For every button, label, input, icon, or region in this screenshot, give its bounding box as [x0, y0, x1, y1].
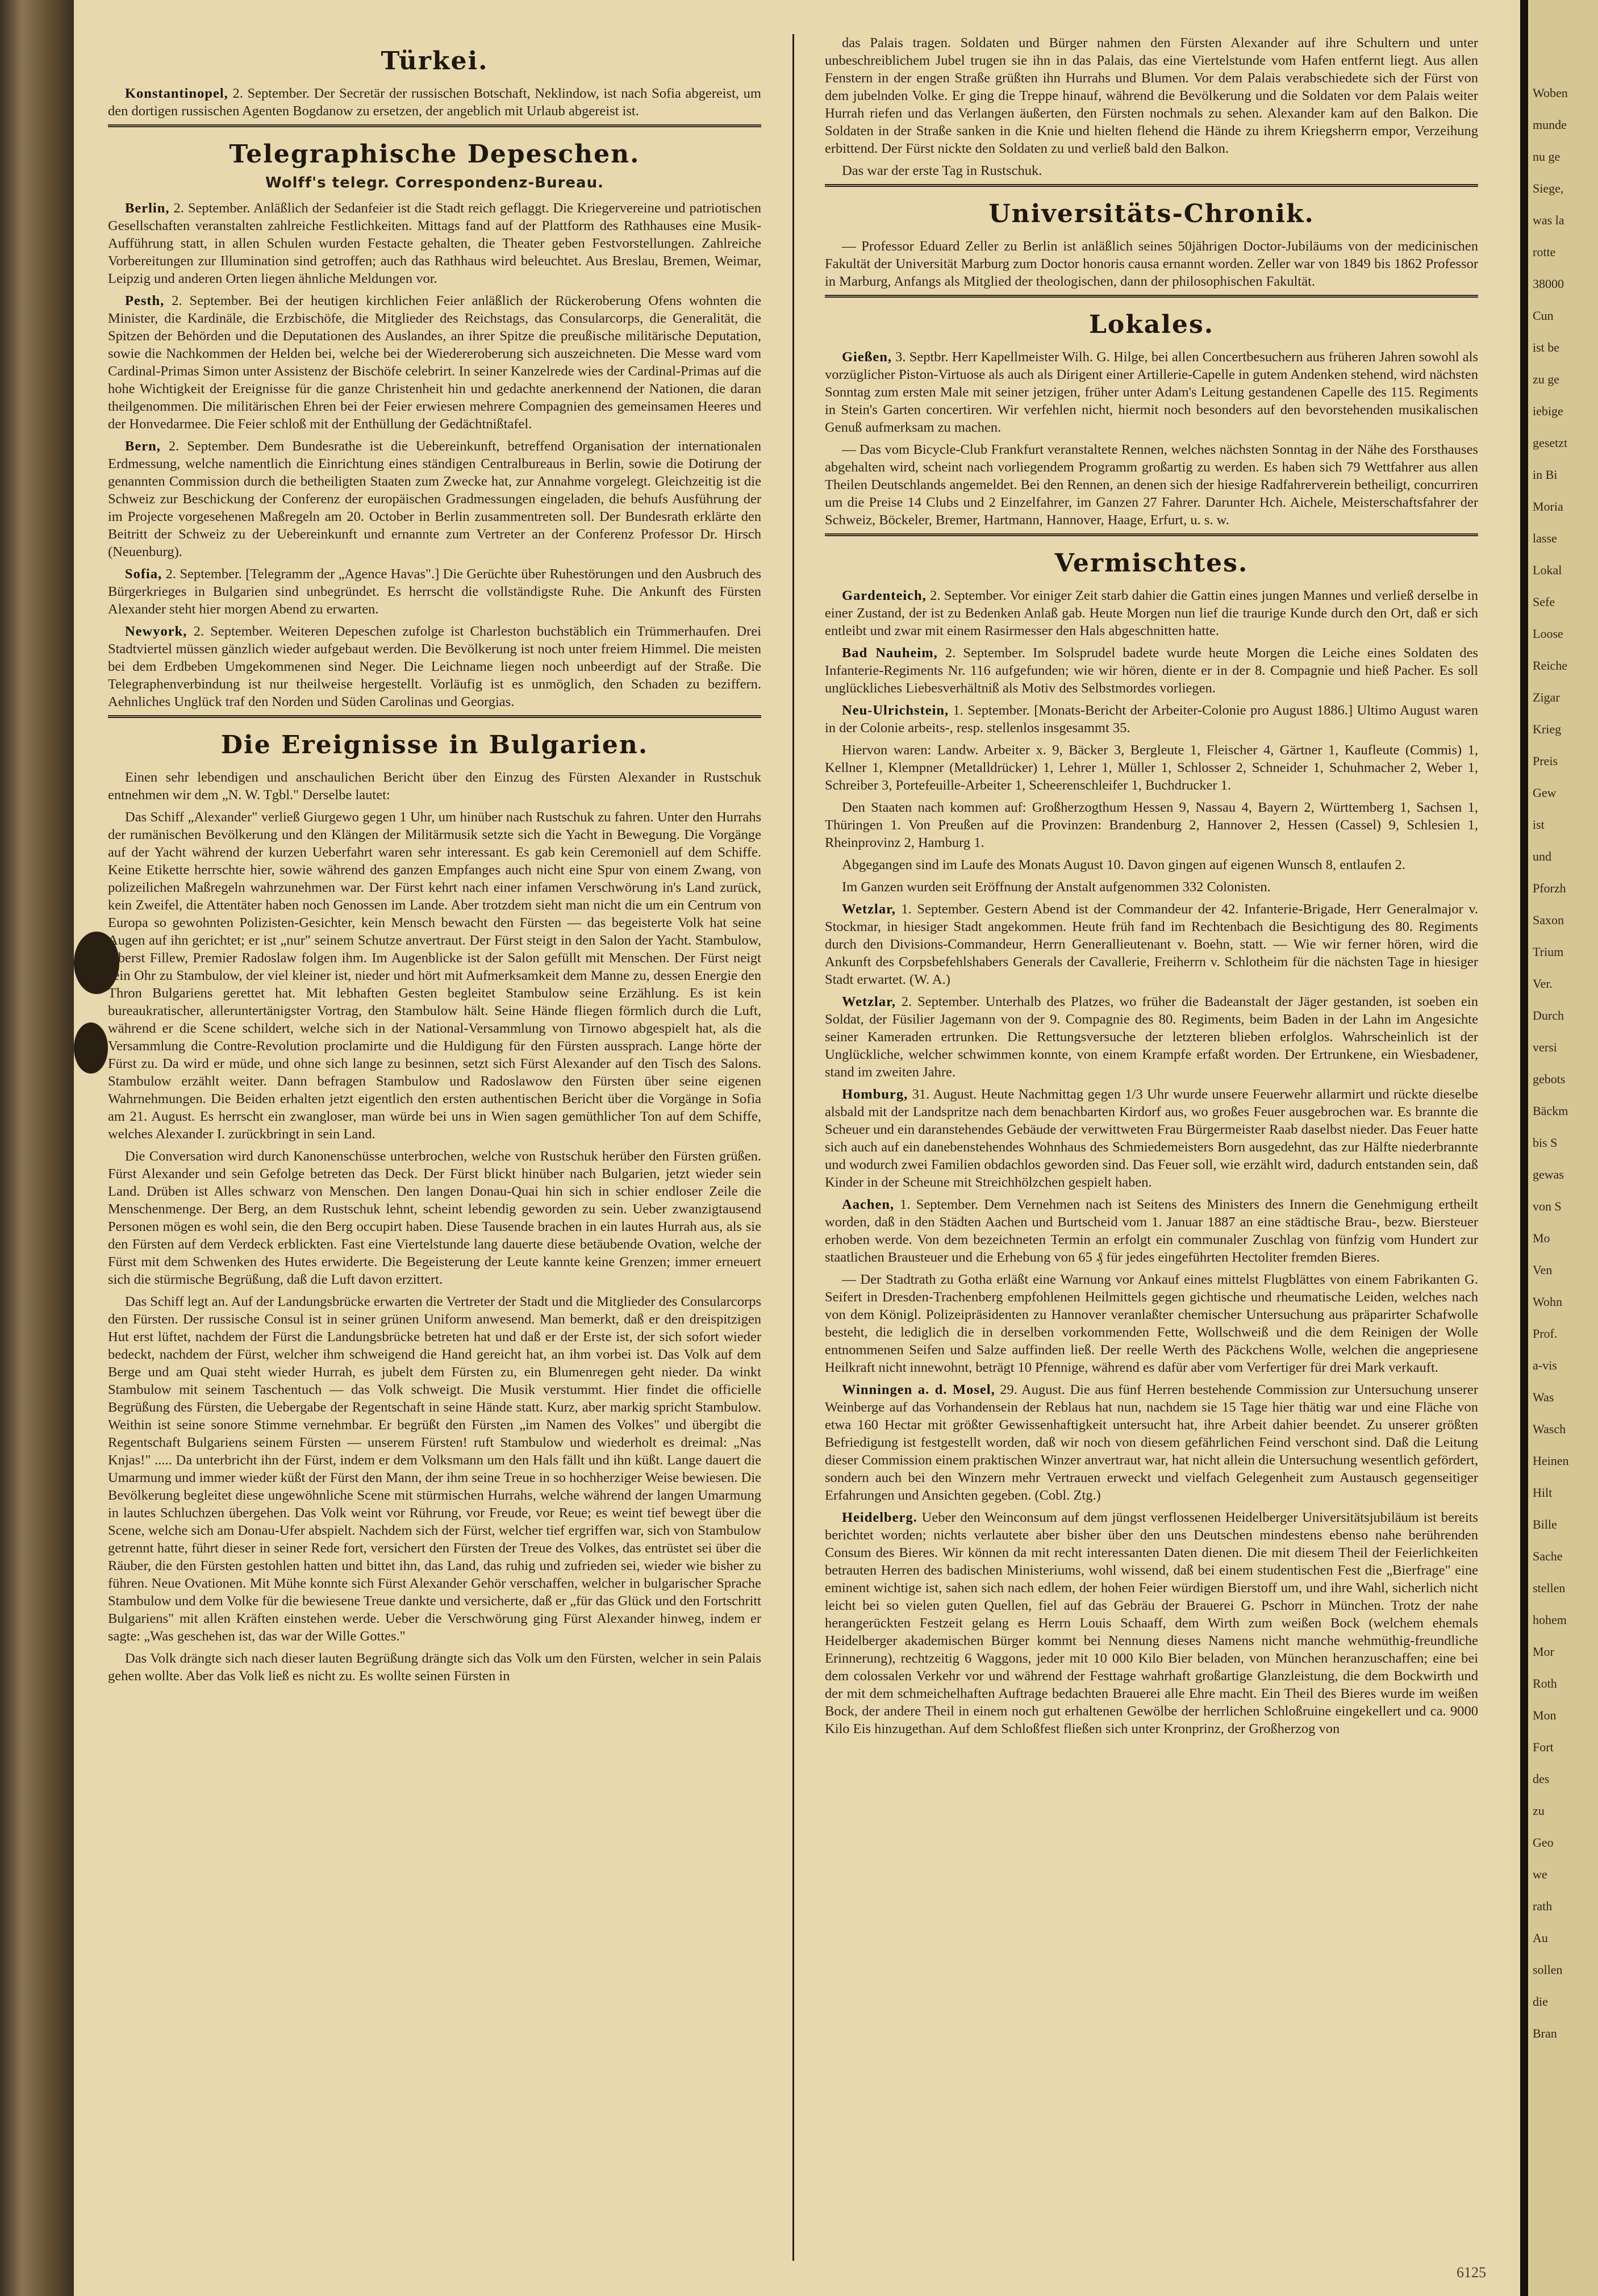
adjacent-page-fragment: sollen — [1533, 1963, 1563, 1977]
section-divider — [108, 715, 761, 718]
adjacent-page-fragment: Durch — [1533, 1008, 1564, 1022]
article-dateline: Winningen a. d. Mosel, — [842, 1382, 995, 1397]
adjacent-page-fragment: Cun — [1533, 308, 1554, 323]
article-paragraph — [108, 85, 761, 120]
adjacent-page-fragment: Moria — [1533, 499, 1563, 514]
section-body-continuation — [825, 34, 1478, 179]
article-text: 2. September. Bei der heutigen kirchlichen Feier anläßlich der Rückeroberung Ofens wohnten die Minister, die Kardinäle, die Erzbischöfe, die Mitglieder des Reichstags, das Consularcorps, die Generalität, die Spitzen der Behörden und die Deputationen des Auslandes, an ihrer Spitze die preußische militärische Deputation, sowie die Nachkommen der Helden bei, welche bei der Wiedereroberung sich auszeichneten. Die Messe ward vom Cardinal-Primas Simon unter Assistenz der Bischöfe celebrirt. In seiner Kanzelrede wies der Cardinal-Primas auf die hohe Wichtigkeit der Ereignisse für die ganze Christenheit hin und gedachte anerkennend der Nationen, die daran theilgenommen. Die militärischen Ehren bei der Feier erwiesen mehrere Compagnien des gemeinsamen Heeres und der Honvedarmee. Die Feier schloß mit der Enthüllung der Gedächtnißtafel. — [108, 293, 761, 432]
article-text: 2. September. Im Solsprudel badete wurde heute Morgen die Leiche eines Soldaten des Infanterie-Regiments Nr. 116 aufgefunden; wie wir hören, diente er in der 8. Compagnie und hieß Pacher. Es soll unglückliches Liebesverhältniß als Motiv des Selbstmordes vorliegen. — [825, 645, 1478, 696]
adjacent-page-fragment: Bran — [1533, 2026, 1557, 2040]
article-text: 2. September. Unterhalb des Platzes, wo früher die Badeanstalt der Jäger gestanden, ist soeben ein Soldat, der Füsilier Jagemann von der 9. Compagnie des 80. Regiments, beim Baden in der Lahn im Angesichte seiner Kameraden ertrunken. Die Rettungsversuche der letzteren blieben erfolglos. Wahrscheinlich ist der Unglückliche, welcher schwimmen konnte, von einem Krampfe erfaßt worden. Der Ertrunkene, ein Wiesbadener, stand im zweiten Jahre. — [825, 994, 1478, 1080]
section-subtitle-telegraphische: Wolff's telegr. Correspondenz-Bureau. — [265, 174, 604, 191]
article-text: 31. August. Heute Nachmittag gegen 1/3 Uhr wurde unsere Feuerwehr allarmirt und rückte dieselbe alsbald mit der Landspritze nach dem benachbarten Kirdorf aus, wo großes Feuer ausgebrochen war. Es brannte die Scheuer und ein daranstehendes Gebäude der verwittweten Frau Bürgermeister Raab daselbst nieder. Das Feuer hatte sich auch auf ein danebenstehendes Wohnhaus des Schmiedemeisters Born ausgedehnt, das zur Hälfte niederbrannte und wodurch zwei Familien obdachlos geworden sind. Das Feuer soll, wie erzählt wird, dadurch entstanden sein, daß Kinder in der Scheune mit Streichhölzchen gespielt haben. — [825, 1087, 1478, 1190]
adjacent-page-fragment: des — [1533, 1772, 1550, 1786]
adjacent-page-fragment: ist be — [1533, 340, 1560, 354]
adjacent-page-fragment: gesetzt — [1533, 436, 1568, 450]
article-text: Ueber den Weinconsum auf dem jüngst verflossenen Heidelberger Universitätsjubiläum ist bereits berichtet worden; nichts verlautete aber bisher über den uns Deutschen mindestens ebenso nahe berührenden Consum des Bieres. Wir können da mit recht interessanten Daten dienen. Die mit diesem Theil der Feierlichkeiten betrauten Herren des badischen Ministeriums, wohl wissend, daß bei einem studentischen Fest die „Bierfrage" eine eminent wichtige ist, sahen sich nach edlem, der hohen Feier würdigen Bierstoff um, und ihre Wahl, sicherlich nicht leicht bei so vielen guten Quellen, fiel auf das Gebräu der Brauerei G. Pschorr in München. Trotz der nahe herangerückten Festzeit gelang es Herrn Louis Schaaff, dem Wirth zum weißen Bock (welchem ehemals Heidelberger akademischen Bürger kommt bei Nennung dieses Namens nicht manche wehmüthig-freundliche Erinnerung), rechtzeitig 6 Waggons, jeder mit 10 000 Kilo Bier beladen, von München heranzuschaffen; eine bei dem colossalen Verkehr vor und während der Festtage wahrhaft großartige Glanzleistung, die dem Bockwirth und der mit dem schmeichelhaften Auftrage bedachten Brauerei alle Ehre macht. Ein Theil des Bieres wurde im weißen Bock, der andere Theil in einem noch gut erhaltenen Gewölbe der herrlichen Schloßruine eingekellert und ca. 9000 Kilo Eis hinzugethan. Auf dem Schloßfest fließen sich unter Kronprinz, der Großherzog von — [825, 1510, 1478, 1736]
adjacent-page-fragment: we — [1533, 1867, 1547, 1881]
adjacent-page-fragment: Was — [1533, 1390, 1554, 1404]
adjacent-page-fragment: Reiche — [1533, 658, 1568, 673]
article-text: Das war der erste Tag in Rustschuk. — [842, 163, 1042, 178]
ink-stain-2 — [74, 1022, 108, 1074]
adjacent-page-fragment: lasse — [1533, 531, 1557, 545]
section-divider — [825, 295, 1478, 298]
article-paragraph — [825, 702, 1478, 737]
article-paragraph — [825, 900, 1478, 988]
adjacent-page-fragment: Zigar — [1533, 690, 1560, 704]
adjacent-page-fragment: gewas — [1533, 1167, 1564, 1182]
article-paragraph — [825, 1509, 1478, 1738]
article-paragraph — [825, 799, 1478, 851]
article-paragraph — [825, 34, 1478, 157]
article-paragraph — [825, 1271, 1478, 1376]
adjacent-page-fragment: Mor — [1533, 1644, 1554, 1659]
section-continuation — [825, 34, 1478, 179]
adjacent-page-fragment: Geo — [1533, 1835, 1554, 1850]
article-dateline: Gießen, — [842, 349, 892, 365]
adjacent-page-fragment: Ver. — [1533, 976, 1553, 991]
adjacent-page-fragment: Roth — [1533, 1676, 1557, 1690]
section-divider — [825, 184, 1478, 187]
adjacent-page-fragment: Prof. — [1533, 1326, 1558, 1341]
article-text: 2. September. Der Secretär der russischen Botschaft, Neklindow, ist nach Sofia abgereist, um den dortigen russischen Agenten Bogdanow zu ersetzen, der angeblich mit Urlaub abgereist ist. — [108, 86, 761, 119]
adjacent-page-fragment: gebots — [1533, 1072, 1566, 1086]
article-dateline: Bern, — [125, 439, 161, 454]
newspaper-page — [74, 0, 1520, 2296]
article-text: Hiervon waren: Landw. Arbeiter x. 9, Bäcker 3, Bergleute 1, Fleischer 4, Gärtner 1, Kaufleute (Commis) 1, Kellner 1, Klempner (Metalldrücker) 1, Lehrer 1, Müller 1, Schlosser 2, Schneider 1, Schuhmacher 2, Weber 1, Schreiber 3, Portefeuille-Arbeiter 1, Scheerenschleifer 1, Buchdrucker 1. — [825, 742, 1478, 793]
adjacent-page-fragment: und — [1533, 849, 1551, 863]
section-divider — [825, 533, 1478, 536]
article-dateline: Sofia, — [125, 566, 162, 582]
article-paragraph — [108, 1650, 761, 1685]
section-title-bulgarien: Die Ereignisse in Bulgarien. — [220, 730, 649, 759]
article-paragraph — [108, 199, 761, 287]
article-paragraph — [825, 1086, 1478, 1191]
article-paragraph — [108, 437, 761, 561]
article-paragraph — [825, 993, 1478, 1081]
adjacent-page-fragment: a-vis — [1533, 1358, 1557, 1372]
article-paragraph — [825, 237, 1478, 290]
article-paragraph — [825, 1381, 1478, 1504]
section-vermischtes — [825, 549, 1478, 1738]
article-text: das Palais tragen. Soldaten und Bürger nahmen den Fürsten Alexander auf ihre Schultern und unter unbeschreiblichem Jubel trugen sie ihn in das Palais, das eine Viertelstunde vom Hafen entfernt liegt. Aus allen Fenstern in der engen Straße grüßten ihn Hurrahs und Blumen. Vor dem Palais verabschiedete sich der Fürst von dem jubelnden Volke. Er ging die Treppe hinauf, während die Bevölkerung und die Soldaten vor dem Palais weiter Hurrah riefen und das Verlangen äußerten, den Fürsten nochmals zu sehen. Alexander kam auf den Balkon. Die Soldaten in der Straße sanken in die Knie und hielten flehend die Hände zu ihrem Kriegsherrn empor, Verzeihung erbittend. Der Fürst nickte den Soldaten zu und verließ bald den Balkon. — [825, 35, 1478, 156]
article-text: 29. August. Die aus fünf Herren bestehende Commission zur Untersuchung unserer Weinberge auf das Vorhandensein der Reblaus hat nun, nachdem sie 15 Tage hier thätig war und eine Fläche von etwa 160 Hectar mit größter Gewissenhaftigkeit untersucht hat, ihre Arbeit dahier beendet. Zu unserer größten Befriedigung ist festgestellt worden, daß wir noch von diesem gefährlichen Feind verschont sind. Daß die Leitung dieser Commission einem praktischen Winzer anvertraut war, hat nicht allein die Untersuchung wesentlich gefördert, sondern auch bei den Winzern mehr Vertrauen erweckt und vielfach Gelegenheit zum Austausch gegenseitiger Erfahrungen und Ansichten gegeben. (Cobl. Ztg.) — [825, 1382, 1479, 1503]
article-text: 1. September. [Monats-Bericht der Arbeiter-Colonie pro August 1886.] Ultimo August waren in der Colonie arbeits-, resp. stellenlos insgesammt 35. — [825, 703, 1478, 736]
article-text: 2. September. Weiteren Depeschen zufolge ist Charleston buchstäblich ein Trümmerhaufen. Drei Stadtviertel müssen gänzlich wieder aufgebaut werden. Die Bevölkerung ist noch unter freiem Himmel. Die meisten bei dem Erdbeben Umgekommenen sind Neger. Die Leichname liegen noch unbeerdigt auf der Straße. Die Telegraphenverbindung ist nur theilweise hergestellt. Vorläufig ist es unmöglich, den Schaden zu beziffern. Aehnliches Unglück traf den Norden und Süden Carolinas und Georgias. — [108, 624, 761, 709]
article-paragraph — [825, 587, 1478, 640]
section-title-universitaet: Universitäts-Chronik. — [988, 199, 1315, 228]
page-gutter — [1520, 0, 1528, 2296]
article-paragraph — [108, 1293, 761, 1645]
section-bulgarien — [108, 730, 761, 1685]
adjacent-page-fragment: bis S — [1533, 1136, 1558, 1150]
adjacent-page-fragment: Saxon — [1533, 913, 1564, 927]
adjacent-page-fragment: hohem — [1533, 1613, 1567, 1627]
adjacent-page-fragment: Trium — [1533, 945, 1564, 959]
column-rule — [792, 34, 794, 2261]
adjacent-page-edge — [1528, 0, 1598, 2296]
adjacent-page-fragment: Preis — [1533, 754, 1558, 768]
article-text: — Der Stadtrath zu Gotha erläßt eine Warnung vor Ankauf eines mittelst Flugblättes von einem Fabrikanten G. Seifert in Dresden-Trachenberg empfohlenen Heilmittels gegen gichtische und rheumatische Leiden, welches nach von dem Königl. Polizeipräsidenten zu Hannover veranlaßter chemischer Untersuchung aus präparirter Schafwolle besteht, die lediglich die in derselben vorkommenden Fette, Wollschweiß und die dem Reinigen der Wolle entnommenen Seifen und Salze auffinden ließ. Der reelle Werth des Päckchens Wolle, welchen die angepriesene Heilkraft nicht innewohnt, beträgt 10 Pfennige, während es dafür aber vom Verfertiger für drei Mark verkauft. — [825, 1272, 1478, 1375]
article-text: Im Ganzen wurden seit Eröffnung der Anstalt aufgenommen 332 Colonisten. — [842, 879, 1271, 895]
section-universitaet — [825, 199, 1478, 290]
adjacent-page-fragment: Hilt — [1533, 1485, 1553, 1500]
adjacent-page-fragment: Bille — [1533, 1517, 1557, 1531]
adjacent-page-fragment: Wasch — [1533, 1422, 1566, 1436]
adjacent-page-fragment: Sache — [1533, 1549, 1563, 1563]
adjacent-page-fragment: Au — [1533, 1931, 1548, 1945]
adjacent-page-fragment: Siege, — [1533, 181, 1564, 195]
adjacent-page-fragment: Krieg — [1533, 722, 1562, 736]
article-paragraph — [825, 856, 1478, 874]
article-text: 3. Septbr. Herr Kapellmeister Wilh. G. Hilge, bei allen Concertbesuchern aus früheren Jahren sowohl als vorzüglicher Piston-Virtuose als auch als Dirigent einer Artillerie-Capelle in gutem Andenken stehend, wird nächsten Sonntag zum ersten Male mit seiner jetzigen, früher unter Adam's Leitung gestandenen Capelle des 115. Regiments in Stein's Garten concertiren. Wir verfehlen nicht, hiermit noch besonders auf den bevorstehenden musikalischen Genuß aufmerksam zu machen. — [825, 349, 1478, 435]
article-paragraph — [108, 769, 761, 804]
article-text: Abgegangen sind im Laufe des Monats August 10. Davon gingen auf eigenen Wunsch 8, entlaufen 2. — [842, 857, 1405, 873]
article-text: 2. September. Vor einiger Zeit starb dahier die Gattin eines jungen Mannes und verließ derselbe in einer Zustand, der ist zu Bedenken Anlaß gab. Heute Morgen nun lief die traurige Kunde durch den Ort, daß er sich entleibt und zwar mit einem Rasirmesser den Hals abgeschnitten hatte. — [825, 588, 1478, 638]
article-text: 2. September. Anläßlich der Sedanfeier ist die Stadt reich geflaggt. Die Kriegervereine und patriotischen Gesellschaften veranstalten zahlreiche Festlichkeiten. Mittags fand auf der Plattform des Rathhauses eine Musik-Aufführung statt, in allen Schulen wurden Festacte gehalten, die Theater geben Festvorstellungen. Zahlreiche Vorbereitungen zur Illumination sind getroffen; auch das Rathhaus wird beleuchtet. Aus Breslau, Bremen, Weimar, Leipzig und anderen Orten liegen ähnliche Meldungen vor. — [108, 201, 761, 286]
adjacent-page-fragment: rath — [1533, 1899, 1553, 1913]
article-text: — Das vom Bicycle-Club Frankfurt veranstaltete Rennen, welches nächsten Sonntag in der Nähe des Forsthauses abgehalten wird, scheint nach vorliegendem Programm großartig zu werden. Es haben sich 79 Wettfahrer aus allen Theilen Deutschlands angemeldet. Bei den Rennen, an denen sich der hiesige Radfahrerverein betheiligt, concurriren um die Preise 14 Clubs und 2 Einzelfahrer, im Ganzen 27 Fahrer. Darunter Hch. Aichele, Meisterschaftsfahrer der Schweiz, Böckeler, Bremer, Hartmann, Hannover, Haage, Erfurt, u. s. w. — [825, 442, 1478, 528]
adjacent-page-fragment: munde — [1533, 118, 1567, 132]
section-body-bulgarien — [108, 769, 761, 1685]
adjacent-page-fragment: in Bi — [1533, 467, 1558, 482]
article-paragraph — [825, 741, 1478, 794]
adjacent-page-fragment: zu — [1533, 1804, 1545, 1818]
adjacent-page-fragment: Ven — [1533, 1263, 1553, 1277]
adjacent-page-fragment: iebige — [1533, 404, 1563, 418]
article-text: — Professor Eduard Zeller zu Berlin ist anläßlich seines 50jährigen Doctor-Jubiläums von der medicinischen Fakultät der Universität Marburg zum Doctor honoris causa ernannt worden. Zeller war von 1849 bis 1862 Professor in Marburg, Anfangs als Mitglied der theologischen, dann der philosophischen Fakultät. — [825, 239, 1478, 289]
article-paragraph — [108, 565, 761, 618]
article-dateline: Konstantinopel, — [125, 86, 228, 101]
article-dateline: Newyork, — [125, 624, 187, 639]
article-dateline: Neu-Ulrichstein, — [842, 703, 949, 718]
adjacent-page-fragment: Mo — [1533, 1231, 1550, 1245]
article-dateline: Pesth, — [125, 293, 165, 308]
section-telegraphische — [108, 140, 761, 711]
right-column — [825, 34, 1478, 2261]
article-dateline: Berlin, — [125, 201, 170, 216]
article-dateline: Homburg, — [842, 1087, 908, 1102]
article-paragraph — [825, 162, 1478, 179]
article-dateline: Gardenteich, — [842, 588, 927, 603]
adjacent-page-fragment: stellen — [1533, 1581, 1566, 1595]
section-body-tuerkei — [108, 85, 761, 120]
section-body-vermischtes — [825, 587, 1478, 1738]
article-paragraph — [825, 878, 1478, 896]
section-divider — [108, 124, 761, 127]
article-paragraph — [108, 1147, 761, 1288]
adjacent-page-fragment: ist — [1533, 817, 1545, 832]
book-spine — [0, 0, 74, 2296]
article-paragraph — [825, 441, 1478, 529]
article-text: 1. September. Gestern Abend ist der Commandeur der 42. Infanterie-Brigade, Herr Generalmajor v. Stockmar, in hiesiger Stadt angekommen. Heute früh fand im Rechtenbach die Besichtigung des 80. Regiments durch den Divisions-Commandeur, Herrn Generallieutenant v. Boehn, statt. — Wie wir ferner hören, wird die Ankunft des Corpsbefehlshabers Generals der Cavallerie, Freiherrn v. Schlotheim für die nächsten Tage in hiesiger Stadt erwartet. (W. A.) — [825, 901, 1478, 987]
article-text: 2. September. [Telegramm der „Agence Havas".] Die Gerüchte über Ruhestörungen und den Ausbruch des Bürgerkrieges in Bulgarien sind unbegründet. Es herrscht die vollständigste Ruhe. Die Ankunft des Fürsten Alexander steht hier morgen Abend zu erwarten. — [108, 566, 761, 617]
article-dateline: Heidelberg. — [842, 1510, 917, 1525]
adjacent-page-fragment: Lokal — [1533, 563, 1562, 577]
adjacent-page-fragment: Pforzh — [1533, 881, 1566, 895]
adjacent-page-fragment: Fort — [1533, 1740, 1554, 1754]
section-title-vermischtes: Vermischtes. — [1054, 549, 1249, 578]
article-text: Das Volk drängte sich nach dieser lauten Begrüßung drängte sich das Volk um den Fürsten, welcher in sein Palais gehen wollte. Aber das Volk ließ es nicht zu. Es wollte seinen Fürsten in — [108, 1651, 761, 1684]
adjacent-page-fragment: Mon — [1533, 1708, 1557, 1722]
page-number: 6125 — [1457, 2264, 1486, 2281]
section-title-telegraphische: Telegraphische Depeschen. — [229, 140, 640, 169]
article-paragraph — [825, 644, 1478, 697]
section-tuerkei — [108, 47, 761, 120]
article-text: 2. September. Dem Bundesrathe ist die Uebereinkunft, betreffend Organisation der internationalen Erdmessung, welche namentlich die Einrichtung eines ständigen Centralbureaus in Berlin, sowie die Dotirung der genannten Commission durch die betheiligten Staaten zum Zwecke hat, zur Annahme vorgelegt. Gleichzeitig ist die Schweiz zur Beschickung der Conferenz der europäischen Gradmessungen eingeladen, die behufs Ausführung der im Projecte vorgesehenen Maßregeln am 20. October in Berlin zusammentreten soll. Der Bundesrath erklärte den Beitritt der Schweiz zu der Uebereinkunft und ernannte zum Vertreter an der Conferenz Professor Dr. Hirsch (Neuenburg). — [108, 439, 761, 560]
section-lokales — [825, 310, 1478, 529]
article-paragraph — [108, 292, 761, 433]
section-body-lokales — [825, 348, 1478, 529]
article-text: Das Schiff legt an. Auf der Landungsbrücke erwarten die Vertreter der Stadt und die Mitglieder des Consularcorps den Fürsten. Der russische Consul ist in seiner grünen Uniform anwesend. Man bemerkt, daß er den dreispitzigen Hut erst lüftet, nachdem der Fürst die Landungsbrücke betreten hat und daß er der Erste ist, der sich sofort wieder bedeckt, nachdem der Fürst, welcher ihm schweigend die Hand gereicht hat, an ihm vorbei ist. Das Volk auf dem Berge und am Quai steht wieder Hurrah, es jubelt dem Fürsten zu, ein Blumenregen geht nieder. Da winkt Stambulow mit seinem Taschentuch — das Volk schweigt. Die Musik verstummt. Hier findet die officielle Begrüßung des Fürsten, die Uebergabe der Regentschaft in seine Hände statt. Kurz, aber markig spricht Stambulow. Weithin ist seine sonore Stimme vernehmbar. Er begrüßt den Fürsten „im Namen des Volkes" und übergibt die Regentschaft Bulgariens seinem Fürsten — unserem Fürsten! ruft Stambulow und wiederholt es dreimal: „Nas Knjas!" ..... Da unterbricht ihn der Fürst, indem er dem Volksmann um den Hals fällt und ihn küßt. Lange dauert die Umarmung und immer wieder küßt der Fürst den Mann, der ihm seine Treue in so hochherziger Weise bewiesen. Die Bevölkerung begleitet diese ungewöhnliche Scene mit stürmischen Hurrahs, welche während der langen Umarmung in lautes Schluchzen übergehen. Das Volk weint vor Rührung, vor Freude, vor Reue; es weint tief bewegt über die Scene, welche sich am Donau-Ufer abspielt. Nachdem sich der Fürst, welcher tief ergriffen war, sich von Stambulow getrennt hatte, führt dieser in seiner Rede fort, versichert den Fürsten der Treue des Volkes, das entrüstet sei über die Räuber, die den Fürsten gestohlen hatten und bittet ihn, das Land, das ruhig und zufrieden sei, wieder wie bisher zu führen. Neue Ovationen. Mit Mühe konnte sich Fürst Alexander Gehör verschaffen, welcher in bulgarischer Sprache Stambulow und dem Volke für die bewiesene Treue dankte und versicherte, daß er „für das Glück und den Fortschritt Bulgariens" mit allen Kräften einstehen werde. Ueber die Verschwörung ging Fürst Alexander hinweg, indem er sagte: „Was geschehen ist, das war der Wille Gottes." — [108, 1294, 761, 1644]
adjacent-page-fragment: zu ge — [1533, 372, 1560, 386]
adjacent-page-fragment: Heinen — [1533, 1454, 1569, 1468]
article-text: Einen sehr lebendigen und anschaulichen Bericht über den Einzug des Fürsten Alexander in Rustschuk entnehmen wir dem „N. W. Tgbl." Derselbe lautet: — [108, 770, 761, 803]
article-dateline: Bad Nauheim, — [842, 645, 938, 661]
left-column — [108, 34, 761, 2261]
adjacent-page-fragment: von S — [1533, 1199, 1562, 1213]
adjacent-page-fragment: versi — [1533, 1040, 1557, 1054]
adjacent-page-fragment: Gew — [1533, 786, 1557, 800]
adjacent-page-fragment: nu ge — [1533, 149, 1561, 164]
article-text: 1. September. Dem Vernehmen nach ist Seitens des Ministers des Innern die Genehmigung ertheilt worden, daß in den Städten Aachen und Burtscheid vom 1. Januar 1887 an eine städtische Brau-, bezw. Biersteuer erhoben werde. Von dem bezeichneten Termin an erfolgt ein communaler Zuschlag von fünfzig vom Hundert zur staatlichen Brausteuer und die Erhebung von 65 ₰ für jedes eingeführten Hectoliter fremden Bieres. — [825, 1197, 1478, 1265]
adjacent-page-fragment: was la — [1533, 213, 1564, 227]
article-paragraph — [825, 1196, 1478, 1266]
section-title-tuerkei: Türkei. — [381, 47, 489, 76]
adjacent-page-fragment: Loose — [1533, 627, 1563, 641]
page-content — [108, 34, 1479, 2272]
section-title-lokales: Lokales. — [1088, 310, 1215, 339]
adjacent-page-fragment: Sefe — [1533, 595, 1555, 609]
adjacent-page-fragment: rotte — [1533, 245, 1556, 259]
article-text: Den Staaten nach kommen auf: Großherzogthum Hessen 9, Nassau 4, Bayern 2, Württemberg 1, Sachsen 1, Thüringen 1. Von Preußen auf die Provinzen: Brandenburg 2, Hannover 2, Hessen (Cassel) 9, Schlesien 1, Rheinprovinz 2, Hamburg 1. — [825, 800, 1478, 850]
section-body-universitaet — [825, 237, 1478, 290]
article-text: Die Conversation wird durch Kanonenschüsse unterbrochen, welche von Rustschuk herüber den Fürsten grüßen. Fürst Alexander und sein Gefolge betreten das Deck. Der Fürst blickt hinüber nach Bulgarien, jetzt wieder sein Land. Drüben ist Alles schwarz von Menschen. Den langen Donau-Quai hin sich in schier endloser Zeile die Menschenmenge. Der Berg, an dem Rustschuk lehnt, scheint lebendig geworden zu sein. Ueber zwanzigtausend Personen mögen es wohl sein, die den Berg occupirt haben. Diese Tausende brachen in ein lautes Hurrah aus, als sie den Fürsten auf dem Verdeck erblickten. Fast eine Viertelstunde lang dauerte diese betäubende Ovation, welche der Fürst mit dem Schwenken des Hutes erwiderte. Die Begeisterung der Leute kannte keine Grenzen; immer erneuert sich die stürmische Begrüßung, daß die Luft davon erzittert. — [108, 1149, 761, 1287]
article-text: Das Schiff „Alexander" verließ Giurgewo gegen 1 Uhr, um hinüber nach Rustschuk zu fahren. Unter den Hurrahs der rumänischen Bevölkerung und den Klängen der Militärmusik setzte sich die Yacht in Bewegung. Die Vorgänge auf der Yacht während der kurzen Ueberfahrt waren sehr interessant. Es gab kein Ceremoniell auf dem Schiffe. Keine Etikette herrschte hier, sowie während des ganzen Empfanges auch nicht eine Spur von einem Zwang, von polizeilichen Maßregeln wahrzunehmen war. Der Fürst kehrt nach einer infamen Verschwörung in's Land zurück, kein Zweifel, die Attentäter haben noch Genossen im Lande. Aber trotzdem sieht man nicht die um ein Centrum von Europa so gewohnten Polizisten-Gesichter, kein Mensch bewacht den Fürsten — das begeisterte Volk hat seine Augen auf ihn gerichtet; er ist „nur" seinem Schutze anvertraut. Der Fürst steigt in den Salon der Yacht. Stambulow, Oberst Fillew, Premier Radoslaw folgen ihm. Im Augenblicke ist der Salon gefüllt mit Menschen. Der Fürst neigt sein Ohr zu Stambulow, der viel kleiner ist, nieder und hört mit Aufmerksamkeit dem Manne zu, dessen Energie den Thron Bulgariens gerettet hat. Mit lebhaften Gesten begleitet Stambulow seine Erzählung. Es ist kein bureaukratischer, alleruntertänigster Vortrag, den Stambulow hält. Seine Hände fliegen förmlich durch die Luft, während er die Scene schildert, welche sich in der National-Versammlung von Tirnowo abgespielt hat, als die Versammlung die Contre-Revolution proclamirte und die Huldigung für den Fürsten aussprach. Lange hörte der Fürst zu. Da wird er müde, und ohne sich lange zu besinnen, setzt sich Fürst Alexander auf den Tisch des Salons. Stambulow erzählt weiter. Dann befragen Stambulow und Radoslawow den Fürsten über seine eigenen Wahrnehmungen. Die Beiden erhalten jetzt eigentlich den ersten authentischen Bericht über die Vorgänge in Sofia am 21. August. Es herrscht ein zwangloser, man würde bei uns in Wien sagen gemüthlicher Ton auf dem Schiffe, welches Alexander I. zurückbringt in sein Land. — [108, 809, 761, 1142]
article-dateline: Wetzlar, — [842, 994, 896, 1009]
adjacent-page-fragment: Woben — [1533, 86, 1568, 100]
article-dateline: Aachen, — [842, 1197, 895, 1212]
section-body-telegraphische — [108, 199, 761, 711]
adjacent-page-fragment: Bäckm — [1533, 1104, 1568, 1118]
adjacent-page-fragment: Wohn — [1533, 1295, 1563, 1309]
article-paragraph — [108, 623, 761, 711]
article-paragraph — [825, 348, 1478, 436]
article-dateline: Wetzlar, — [842, 901, 896, 917]
adjacent-page-fragment: die — [1533, 1994, 1548, 2009]
article-paragraph — [108, 808, 761, 1143]
adjacent-page-fragment: 38000 — [1533, 277, 1564, 291]
